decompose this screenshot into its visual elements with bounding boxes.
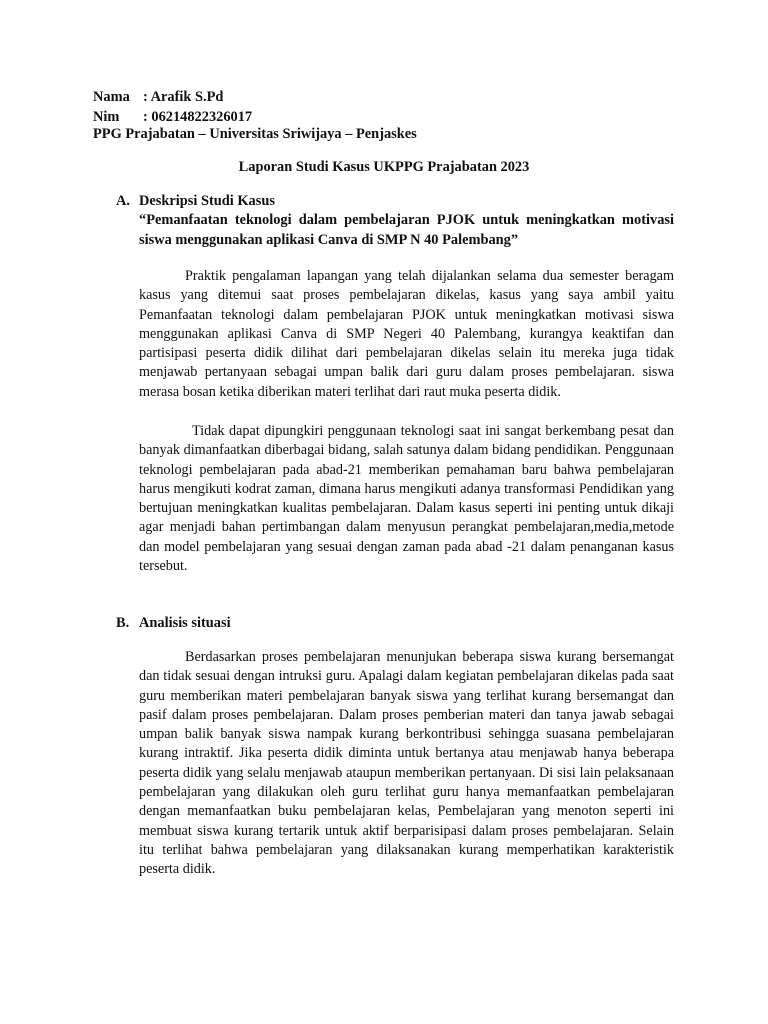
program-line: PPG Prajabatan – Universitas Sriwijaya – Penjaskes	[93, 126, 417, 142]
section-a-letter: A.	[116, 193, 130, 209]
nama-line	[93, 87, 223, 107]
section-a-heading: Deskripsi Studi Kasus	[139, 193, 275, 209]
report-title: Laporan Studi Kasus UKPPG Prajabatan 2023	[238, 159, 530, 175]
section-a-paragraph-1: Praktik pengalaman lapangan yang telah dijalankan selama dua semester beragam kasus yang ditemui saat proses pembelajaran dikelas, kasus yang saya ambil yaitu Pemanfaatan teknologi dalam pembelajaran PJOK untuk meningkatkan motivasi siswa menggunakan aplikasi Canva di SMP Negeri 40 Palembang, kurangya keaktifan dan partisipasi peserta didik dilihat dari pembelajaran dikelas selain itu mereka juga tidak menjawab pertanyaan sebagai umpan balik dari guru dalam proses pembelajaran. siswa merasa bosan ketika diberikan materi terlihat dari raut muka peserta didik.	[139, 268, 674, 400]
section-a-quote: “Pemanfaatan teknologi dalam pembelajaran PJOK untuk meningkatkan motivasi siswa menggunakan aplikasi Canva di SMP N 40 Palembang”	[139, 212, 674, 248]
nama-label: Nama	[93, 89, 130, 105]
section-b-paragraph-1: Berdasarkan proses pembelajaran menunjukan beberapa siswa kurang bersemangat dan tidak sesuai dengan intruksi guru. Apalagi dalam kegiatan pembelajaran dikelas pada saat guru memberikan materi pembelajaran banyak siswa yang terlihat kurang bersemangat dan pasif dalam proses pembelajaran. Dalam proses pemberian materi dan tanya jawab sebagai umpan balik banyak siswa nampak kurang berkontribusi sehingga suasana pembelajaran kurang intraktif. Jika peserta didik diminta untuk bertanya atau menjawab hanya beberapa peserta didik yang selalu menjawab ataupun memberikan pertanyaan. Di sisi lain pelaksanaan pembelajaran yang dilakukan oleh guru terlihat guru hanya memanfaatkan pembelajaran dengan memanfaatkan buku pembelajaran kelas, Pembelajaran yang menoton seperti ini membuat siswa kurang tertarik untuk aktif berparisipasi dalam proses pembelajaran. Selain itu terlihat bahwa pembelajaran yang dilaksanakan kurang memperhatikan karakteristik peserta didik.	[139, 649, 674, 878]
section-b-letter: B.	[116, 615, 130, 631]
section-b-heading: Analisis situasi	[139, 615, 231, 631]
nim-value: : 06214822326017	[143, 109, 253, 125]
section-a-paragraph-2: Tidak dapat dipungkiri penggunaan teknologi saat ini sangat berkembang pesat dan banyak dimanfaatkan diberbagai bidang, salah satunya dalam bidang pendidikan. Penggunaan teknologi pembelajaran pada abad-21 memberikan pemahaman baru bahwa pembelajaran harus mengikuti kodrat zaman, dimana harus mengikuti adanya transformasi Pendidikan yang bertujuan meningkatkan kualitas pembelajaran. Dalam kasus seperti ini penting untuk dikaji agar menjadi bahan pertimbangan dalam menyusun perangkat pembelajaran,media,metode dan model pembelajaran yang sesuai dengan zaman pada abad -21 dalam penanganan kasus tersebut.	[139, 423, 674, 575]
nama-value: : Arafik S.Pd	[143, 89, 224, 105]
nim-label: Nim	[93, 109, 120, 125]
